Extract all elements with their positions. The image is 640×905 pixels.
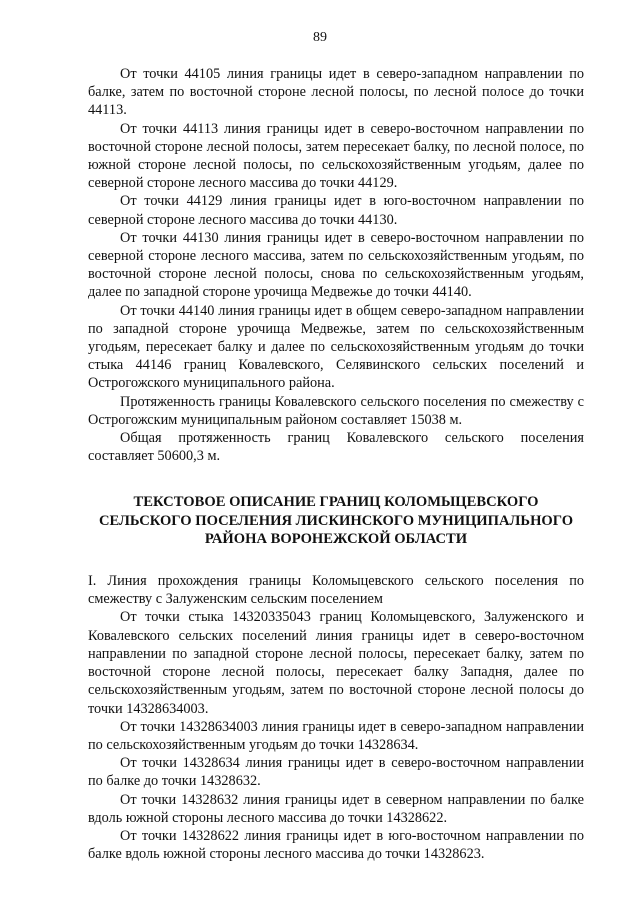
paragraph: От точки 44130 линия границы идет в северо-восточном направлении по северной стороне лесного массива, затем по сельскохозяйственным угодьям, по восточной стороне лесной полосы, снова по сельскохозяйственным угодьям, далее по западной стороне урочища Медвежье до точки 44140. [88,229,584,301]
heading-line: СЕЛЬСКОГО ПОСЕЛЕНИЯ ЛИСКИНСКОГО МУНИЦИПАЛЬНОГО [98,512,574,529]
page-number: 89 [313,30,327,45]
paragraph: От точки 14328634003 линия границы идет в северо-западном направлении по сельскохозяйственным угодьям до точки 14328634. [88,718,584,753]
paragraph: От точки 44140 линия границы идет в общем северо-западном направлении по западной стороне урочища Медвежье, затем по сельскохозяйственным угодьям, пересекает балку и далее по сельскохозяйственным угодьям до точки стыка 44146 границ Ковалевского, Селявинского сельских поселений и Острогожского муниципального района. [88,302,584,392]
paragraph: От точки 44129 линия границы идет в юго-восточном направлении по северной стороне лесного массива до точки 44130. [88,193,584,228]
subsection-title: I. Линия прохождения границы Коломыцевского сельского поселения по смежеству с Залуженским сельским поселением [88,573,584,608]
document-body [88,65,584,863]
paragraph: От точки 14328634 линия границы идет в северо-восточном направлении по балке до точки 14328632. [88,755,584,790]
paragraph: От точки 14328622 линия границы идет в юго-восточном направлении по балке вдоль южной стороны лесного массива до точки 14328623. [88,827,584,863]
paragraph: Протяженность границы Ковалевского сельского поселения по смежеству с Острогожским муниципальным районом составляет 15038 м. [88,393,584,428]
section-heading [88,493,584,548]
paragraph: От точки 14328632 линия границы идет в северном направлении по балке вдоль южной стороны лесного массива до точки 14328622. [88,791,584,826]
paragraph: От точки стыка 14320335043 границ Коломыцевского, Залуженского и Ковалевского сельских поселений линия границы идет в северо-восточном направлении по западной стороне лесной полосы, пересекает балку, затем по восточной стороне лесной полосы, пересекает балку Западня, далее по сельскохозяйственным угодьям, затем по восточной стороне лесной полосы до точки 14328634003. [88,609,584,717]
paragraph: От точки 44105 линия границы идет в северо-западном направлении по балке, затем по восточной стороне лесной полосы, по лесной полосе до точки 44113. [88,66,584,119]
heading-line: ТЕКСТОВОЕ ОПИСАНИЕ ГРАНИЦ КОЛОМЫЦЕВСКОГО [133,494,539,511]
paragraph: Общая протяженность границ Ковалевского сельского поселения составляет 50600,3 м. [88,430,584,465]
paragraph: От точки 44113 линия границы идет в северо-восточном направлении по восточной стороне лесной полосы, затем пересекает балку, по лесной полосе, по южной стороне лесной полосы, по сельскохозяйственным угодьям, далее по северной стороне лесного массива до точки 44129. [88,120,584,192]
heading-line: РАЙОНА ВОРОНЕЖСКОЙ ОБЛАСТИ [204,530,468,547]
